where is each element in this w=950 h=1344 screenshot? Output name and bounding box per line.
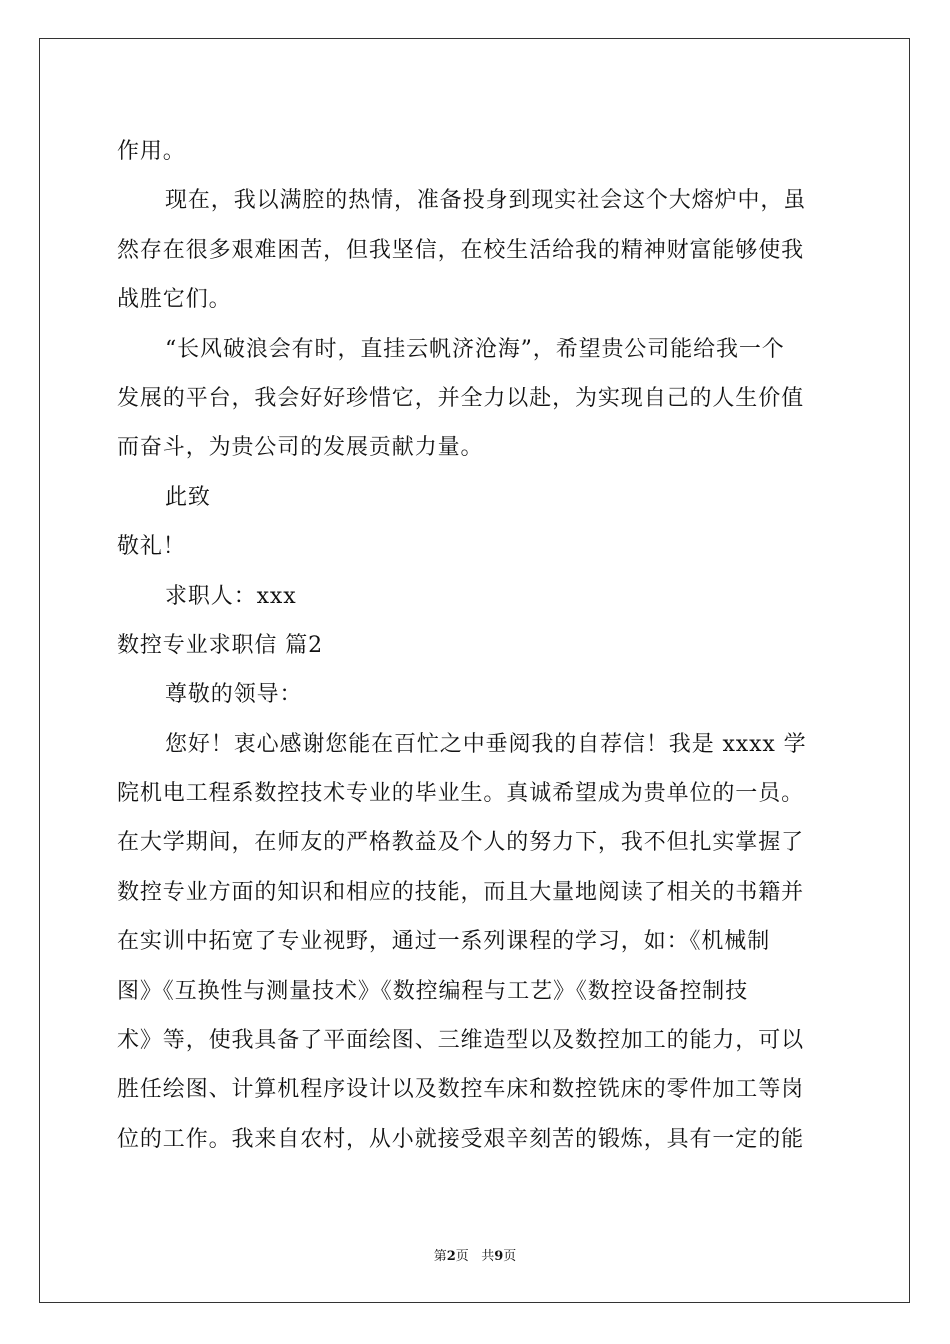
page-footer (0, 1245, 950, 1264)
closing-respect: 敬礼！ (117, 534, 186, 560)
greeting: 尊敬的领导： (165, 682, 303, 708)
total-suffix: 页 (503, 1249, 517, 1264)
text-line: 术》等，使我具备了平面绘图、三维造型以及数控加工的能力，可以 (117, 1028, 805, 1054)
page-prefix: 第 (433, 1249, 447, 1264)
page-number: 2 (446, 1249, 456, 1264)
applicant-signature: 求职人：xxx (165, 583, 297, 609)
text-line: 在大学期间，在师友的严格教益及个人的努力下，我不但扎实掌握了 (117, 830, 805, 856)
letter-body (117, 127, 833, 1164)
text-line: 数控专业方面的知识和相应的技能，而且大量地阅读了相关的书籍并 (117, 879, 805, 905)
text-line: 作用。 (117, 139, 186, 164)
text-line: 胜任绘图、计算机程序设计以及数控车床和数控铣床的零件加工等岗 (117, 1077, 805, 1103)
text-line: 现在，我以满腔的热情，准备投身到现实社会这个大熔炉中，虽 (165, 188, 807, 214)
text-line: 而奋斗，为贵公司的发展贡献力量。 (117, 435, 484, 461)
page-suffix: 页 (455, 1249, 469, 1264)
total-prefix: 共 (481, 1249, 495, 1264)
text-line: 位的工作。我来自农村，从小就接受艰辛刻苦的锻炼，具有一定的能 (117, 1126, 805, 1152)
total-pages: 9 (494, 1249, 504, 1264)
text-line: 院机电工程系数控技术专业的毕业生。真诚希望成为贵单位的一员。 (117, 781, 805, 807)
text-line: 发展的平台，我会好好珍惜它，并全力以赴，为实现自己的人生价值 (117, 385, 805, 411)
text-line: 然存在很多艰难困苦，但我坚信，在校生活给我的精神财富能够使我 (117, 237, 805, 263)
text-line: “长风破浪会有时，直挂云帆济沧海”，希望贵公司能给我一个 (165, 336, 785, 362)
section-heading: 数控专业求职信 篇2 (117, 632, 323, 658)
text-line: 在实训中拓宽了专业视野，通过一系列课程的学习，如：《机械制 (117, 929, 771, 955)
text-line: 战胜它们。 (117, 287, 232, 313)
text-line: 您好！衷心感谢您能在百忙之中垂阅我的自荐信！我是 xxxx 学 (165, 731, 807, 757)
text-line: 图》《互换性与测量技术》《数控编程与工艺》《数控设备控制技 (117, 978, 749, 1004)
closing-salutation: 此致 (165, 484, 211, 510)
